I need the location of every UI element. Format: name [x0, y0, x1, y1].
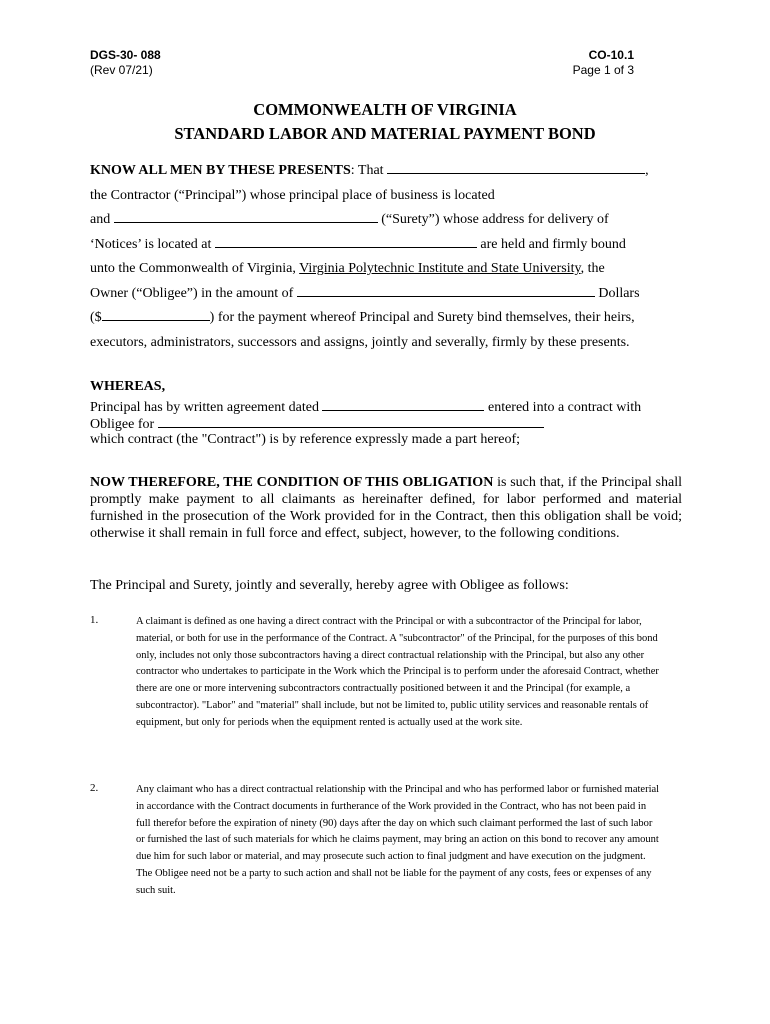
form-id-block	[90, 48, 161, 78]
intro-the-text: , the	[580, 261, 605, 276]
amount-number-field[interactable]	[102, 306, 210, 321]
title-line-1: COMMONWEALTH OF VIRGINIA	[253, 100, 517, 119]
condition-lead: NOW THEREFORE, THE CONDITION OF THIS OBLIGATION	[90, 475, 494, 490]
contractor-name-field[interactable]	[387, 159, 645, 174]
condition-text: is such that, if the Principal shall promptly make payment to all claimants as hereinafter defined, for labor performed and material furnished in the prosecution of the Work provided for in the Contract, then this obligation shall be void; otherwise it shall remain in full force and effect, subject, however, to the following conditions.	[90, 475, 682, 541]
intro-notices-text: ‘Notices’ is located at	[90, 236, 212, 252]
title-line-2: STANDARD LABOR AND MATERIAL PAYMENT BOND	[174, 124, 596, 143]
intro-comma: ,	[645, 163, 649, 178]
item-number: 1.	[90, 614, 99, 626]
page-label: Page 1 of 3	[572, 63, 634, 77]
intro-amount-text: Owner (“Obligee”) in the amount of	[90, 285, 294, 301]
surety-name-field[interactable]	[114, 208, 378, 223]
amount-words-field[interactable]	[297, 282, 595, 297]
intro-dollar-sign: ($	[90, 310, 102, 325]
agency-name: Virginia Polytechnic Institute and State University	[299, 261, 581, 276]
intro-that: : That	[350, 163, 384, 178]
form-code: CO-10.1	[588, 48, 634, 62]
intro-paragraph	[90, 159, 682, 355]
intro-lead: KNOW ALL MEN BY THESE PRESENTS	[90, 163, 351, 178]
whereas-contract-text: entered into a contract with	[487, 399, 642, 415]
whereas-obligee-text: Obligee for	[90, 417, 155, 432]
surety-address-field[interactable]	[215, 233, 477, 248]
intro-line-2: the Contractor (“Principal”) whose principal place of business is located	[90, 187, 495, 203]
contract-description-field[interactable]	[158, 413, 544, 428]
document-title	[0, 98, 770, 146]
item-number: 2.	[90, 782, 99, 794]
item-text: Any claimant who has a direct contractual relationship with the Principal and who has performed labor or furnished material in accordance with the Contract documents in furtherance of the Work provided in the Contract, who has not been paid in full therefor before the expiration of ninety (90) days after the day on which such claimant performed the last of such labor or furnished the last of such materials for which he claims payment, may bring an action on this bond to recover any amount due him for such labor or material, and may prosecute such action to final judgment and have execution on the judgment. The Obligee need not be a party to such action and shall not be liable for the payment of any costs, fees or expenses of any such suit.	[136, 784, 660, 896]
intro-commonwealth-text: unto the Commonwealth of Virginia,	[90, 261, 296, 276]
agreement-date-field[interactable]	[322, 396, 484, 411]
agreement-line: The Principal and Surety, jointly and severally, hereby agree with Obligee as follows:	[90, 578, 569, 593]
intro-payment-text: ) for the payment whereof Principal and Surety bind themselves, their heirs,	[209, 310, 635, 325]
whereas-heading: WHEREAS,	[90, 379, 166, 394]
revision-date: (Rev 07/21)	[90, 63, 153, 77]
whereas-line-3: which contract (the "Contract") is by reference expressly made a part hereof;	[90, 431, 521, 447]
condition-paragraph	[90, 474, 682, 542]
form-code-block	[573, 48, 634, 78]
intro-surety-text: (“Surety”) whose address for delivery of	[381, 212, 609, 227]
whereas-agreement-text: Principal has by written agreement dated	[90, 399, 319, 415]
intro-line-8: executors, administrators, successors and assigns, jointly and severally, firmly by these presents.	[90, 334, 630, 350]
intro-dollars-text: Dollars	[598, 285, 640, 301]
whereas-section	[90, 378, 682, 448]
item-text: A claimant is defined as one having a direct contract with the Principal or with a subcontractor of the Principal for labor, material, or both for use in the performance of the Contract. A "subcontractor" of the Principal, for the purposes of this bond only, includes not only those subcontractors having a direct contractual relationship with the Principal, but also any other contractor who undertakes to participate in the Work which the Principal is to perform under the aforesaid Contract, whether there are one or more intervening subcontractors contractually positioned between it and the Principal (for example, a subcontractor). "Labor" and "material" shall include, but not be limited to, public utility services and reasonable rentals of equipment, but only for periods when the equipment rented is actually used at the work site.	[136, 616, 659, 728]
intro-bound-text: are held and firmly bound	[480, 236, 626, 252]
intro-and: and	[90, 212, 111, 227]
form-number: DGS-30- 088	[90, 48, 161, 62]
